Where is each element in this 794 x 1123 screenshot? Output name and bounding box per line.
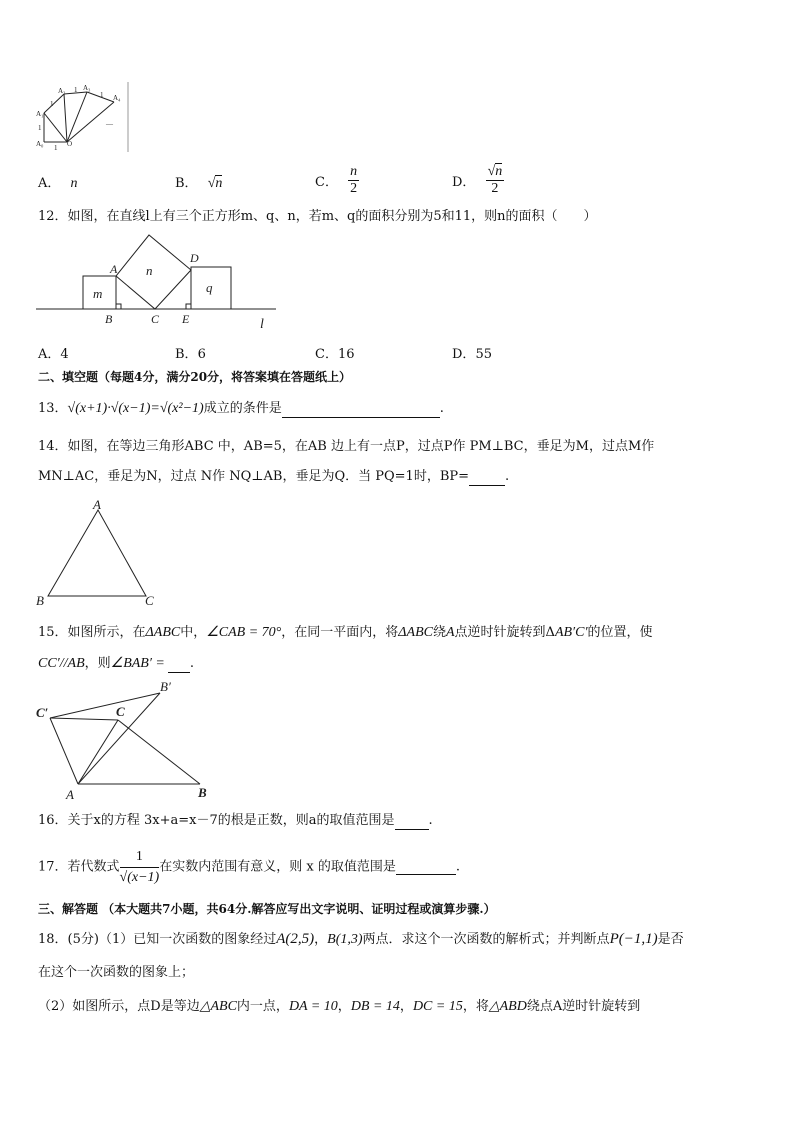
q11-option-a: A． n: [38, 176, 78, 191]
label-n: n: [146, 263, 153, 278]
label-b-prime: B′: [160, 680, 171, 694]
label-side-1b: 1: [38, 124, 42, 132]
q18-line1: 18．(5分)（1）已知一次函数的图象经过A(2,5)，B(1,3)两点．求这个一次函数的解析式；并判断点P(−1,1)是否: [38, 931, 684, 947]
label-side-1a: 1: [54, 144, 58, 152]
q13: 13．√(x+1)·√(x−1)=√(x²−1)成立的条件是 .: [38, 401, 444, 416]
section3-heading: 三、解答题 （本大题共7小题，共64分.解答应写出文字说明、证明过程或演算步骤.）: [38, 902, 496, 916]
label-c: C: [116, 704, 125, 719]
label-a: A: [110, 262, 118, 276]
q17-answer-blank[interactable]: [396, 860, 456, 875]
label-l: l: [260, 317, 264, 330]
rotation-triangle-figure: [34, 680, 220, 802]
q15-line1: 15．如图所示，在ΔABC中，∠CAB = 70°，在同一平面内，将ΔABC绕A点逆时针旋转到ΔAB′C′的位置，使: [38, 625, 653, 640]
q13-answer-blank[interactable]: [282, 403, 440, 418]
q12-option-c: C．16: [315, 347, 355, 362]
label-a2: A₂: [58, 87, 66, 95]
label-d: D: [190, 251, 199, 265]
q18-line2: 在这个一次函数的图象上；: [38, 965, 195, 980]
label-e: E: [182, 312, 190, 326]
label-c: C: [145, 593, 154, 608]
q12-option-a: A．4: [38, 347, 69, 362]
q11-option-b: B． √n: [175, 176, 223, 191]
label-q: q: [206, 280, 213, 295]
q14-answer-blank[interactable]: [469, 471, 505, 486]
label-b: B: [105, 312, 113, 326]
label-a1: A₁: [36, 110, 44, 118]
label-b: B: [198, 785, 207, 800]
q12-option-b: B．6: [175, 347, 206, 362]
squares-on-line-figure: [36, 232, 286, 330]
q11-option-c: C． $\frac{n}{2}$: [315, 164, 358, 196]
label-a3: A₃: [83, 84, 91, 92]
spiral-triangles-figure: [34, 80, 134, 156]
q11-option-d: D． $\frac{√n}{2}$: [452, 164, 503, 196]
q15-line2: CC′//AB，则∠BAB′ = .: [38, 656, 194, 671]
label-a0: A₀: [36, 140, 44, 148]
q12-stem: 12．如图，在直线l上有三个正方形m、q、n，若m、q的面积分别为5和11，则n的面积（ ）: [38, 209, 597, 224]
q15-answer-blank[interactable]: [168, 658, 190, 673]
q14-line1: 14．如图，在等边三角形ABC 中，AB=5，在AB 边上有一点P，过点P作 PM⊥BC，垂足为M，过点M作: [38, 439, 655, 454]
q13-expression: √(x+1)·√(x−1)=√(x²−1): [67, 401, 204, 416]
label-a: A: [66, 787, 74, 802]
label-a4: A₄: [113, 94, 121, 102]
equilateral-triangle-figure: [34, 498, 164, 610]
label-m: m: [93, 286, 103, 301]
q16-answer-blank[interactable]: [395, 815, 429, 830]
label-dash: —: [106, 120, 113, 128]
label-c: C: [151, 312, 160, 326]
q17-fraction: $\frac{1}{√(x-1)}$: [119, 849, 160, 885]
q12-option-d: D．55: [452, 347, 492, 362]
q16: 16．关于x的方程 3x+a=x－7的根是正数，则a的取值范围是 .: [38, 813, 433, 828]
label-side-1d: 1: [74, 86, 78, 94]
q17: 17．若代数式 $\frac{1}{√(x-1)}$ 在实数内范围有意义，则 x 的取值范围是 .: [38, 847, 460, 888]
label-side-1e: 1: [100, 91, 104, 99]
label-side-1c: 1: [50, 100, 54, 108]
label-o: O: [67, 140, 73, 148]
q18-line3: （2）如图所示，点D是等边△ABC内一点，DA = 10，DB = 14，DC = 15，将△ABD绕点A逆时针旋转到: [38, 999, 641, 1014]
label-a: A: [93, 498, 101, 512]
label-b: B: [36, 593, 44, 608]
section2-heading: 二、填空题（每题4分，满分20分，将答案填在答题纸上）: [38, 370, 352, 384]
label-c-prime: C′: [36, 705, 49, 720]
q14-line2: MN⊥AC，垂足为N，过点 N作 NQ⊥AB，垂足为Q．当 PQ=1时，BP= .: [38, 469, 510, 484]
